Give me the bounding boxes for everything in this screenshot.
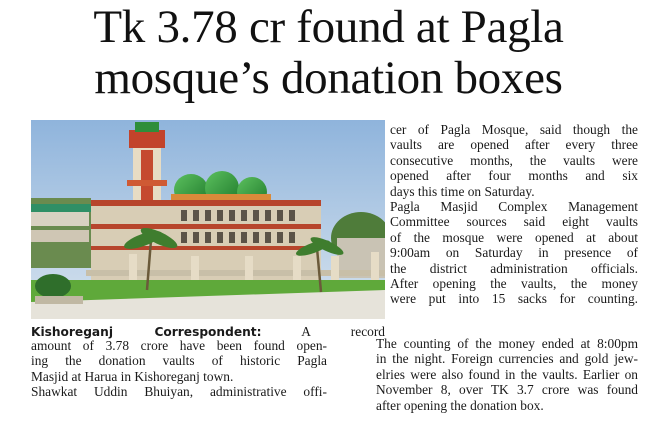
- text-line: The counting of the money ended at 8:00pm: [376, 336, 638, 351]
- text-line: elries were also found in the vaults. Earlier on: [376, 366, 638, 382]
- text-line: days this time on Saturday.: [390, 183, 535, 199]
- text-line: vaults are opened after every three: [390, 137, 638, 153]
- text-line: ing the donation vaults of historic Pagla: [31, 353, 327, 369]
- text-line: Shawkat Uddin Bhuiyan, administrative offi-: [31, 384, 327, 400]
- headline-line-1: Tk 3.78 cr found at Pagla: [93, 1, 564, 53]
- text-line: of the mosque were opened at about: [390, 229, 638, 245]
- text-line: After opening the vaults, the money: [390, 276, 638, 292]
- text-line: Committee sources said eight vaults: [390, 214, 638, 230]
- article-left-lines: [31, 338, 327, 400]
- text-line: amount of 3.78 crore have been found open-: [31, 338, 327, 353]
- text-line: Pagla Masjid Complex Management: [390, 199, 638, 215]
- headline: [0, 2, 657, 104]
- text-line: 9:00am on Saturday in presence of: [390, 245, 638, 261]
- text-line: after opening the donation box.: [376, 397, 544, 413]
- mosque-photo: [31, 120, 385, 319]
- text-line: Masjid at Harua in Kishoreganj town.: [31, 368, 234, 384]
- lead-text: A record: [261, 324, 385, 339]
- headline-line-2: mosque’s donation boxes: [94, 52, 563, 104]
- text-line: the district administration officials.: [390, 260, 638, 276]
- text-line: cer of Pagla Mosque, said though the: [390, 122, 638, 137]
- article-right-bottom-lines: [376, 336, 638, 413]
- article-right-column: [390, 122, 638, 307]
- text-line: opened after four months and six: [390, 168, 638, 184]
- text-line: November 8, over TK 3.7 crore was found: [376, 382, 638, 398]
- text-line: in the night. Foreign currencies and gold jew-: [376, 351, 638, 367]
- text-line: consecutive months, the vaults were: [390, 152, 638, 168]
- text-line: were put into 15 sacks for counting.: [390, 291, 638, 307]
- byline: Kishoreganj Correspondent:: [31, 325, 262, 339]
